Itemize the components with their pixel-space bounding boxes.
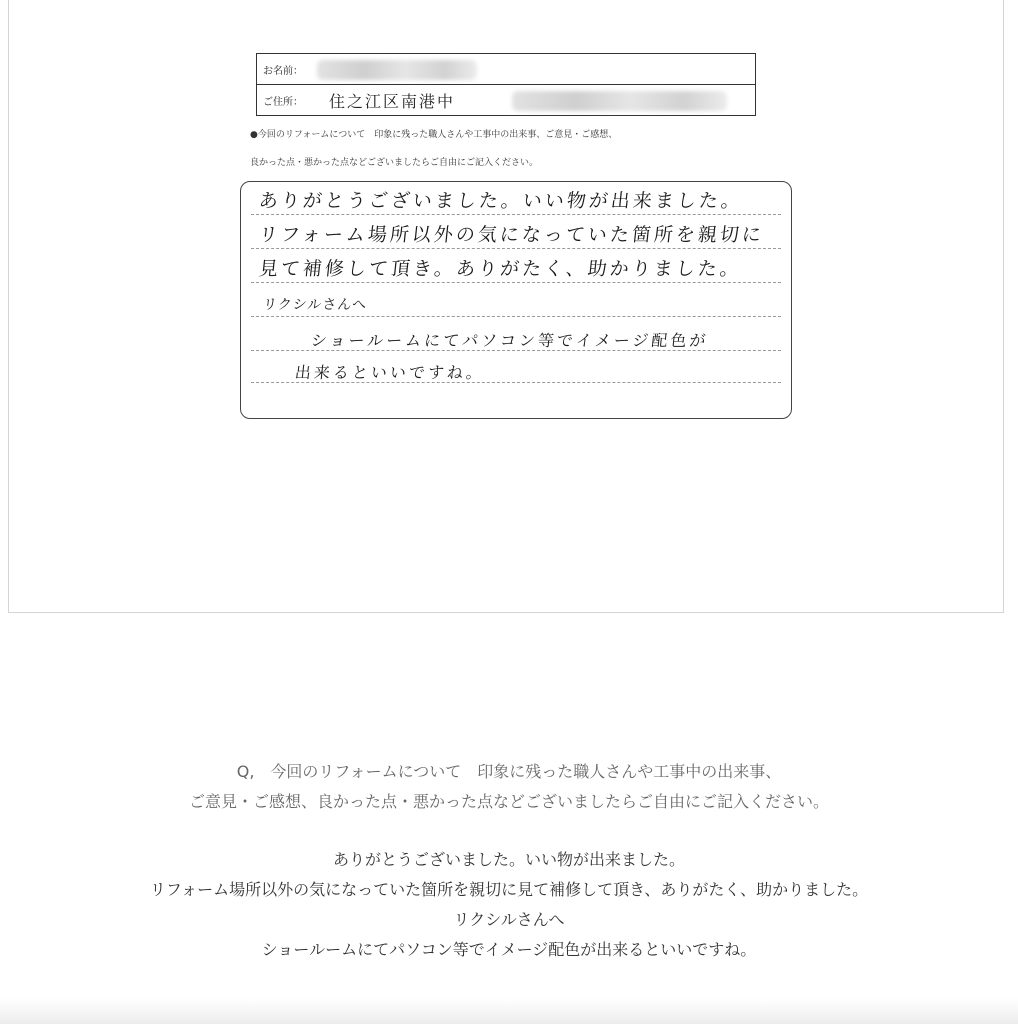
instruction-line-2: 良かった点・悪かった点などございましたらご自由にご記入ください。 xyxy=(250,158,539,168)
address-label: ご住所： xyxy=(263,97,303,108)
answer-text xyxy=(0,845,1018,965)
name-redaction xyxy=(317,60,477,80)
ruled-line xyxy=(251,282,781,283)
handwritten-line: ショールームにてパソコン等でイメージ配色が xyxy=(309,331,710,350)
name-field-row xyxy=(256,53,756,85)
answer-line-3: リクシルさんへ xyxy=(453,910,565,929)
instruction-line-1: ●今回のリフォームについて 印象に残った職人さんや工事中の出来事、ご意見・ご感想、 xyxy=(250,130,618,140)
comment-box xyxy=(240,181,792,419)
question-line-1: Q, 今回のリフォームについて 印象に残った職人さんや工事中の出来事、 xyxy=(236,762,782,781)
handwritten-line: 出来るといいですね。 xyxy=(293,363,486,382)
ruled-line xyxy=(251,248,781,249)
handwritten-line: リクシルさんへ xyxy=(262,297,368,313)
ruled-line xyxy=(251,214,781,215)
answer-line-4: ショールームにてパソコン等でイメージ配色が出来るといいですね。 xyxy=(261,940,757,959)
survey-scan-image xyxy=(8,0,1004,613)
address-field-row xyxy=(256,84,756,116)
handwritten-line: リフォーム場所以外の気になっていた箇所を親切に xyxy=(257,224,766,246)
address-redaction xyxy=(512,91,727,111)
answer-line-2: リフォーム場所以外の気になっていた箇所を親切に見て補修して頂き、ありがたく、助かりました。 xyxy=(149,880,869,899)
bottom-fade xyxy=(0,998,1018,1024)
ruled-line xyxy=(251,316,781,317)
handwritten-line: ありがとうございました。いい物が出来ました。 xyxy=(257,190,745,212)
question-line-2: ご意見・ご感想、良かった点・悪かった点などございましたらご自由にご記入ください。 xyxy=(188,792,829,811)
question-text xyxy=(0,757,1018,817)
address-handwritten: 住之江区南港中 xyxy=(329,92,456,111)
answer-line-1: ありがとうございました。いい物が出来ました。 xyxy=(332,850,685,869)
handwritten-line: 見て補修して頂き。ありがたく、助かりました。 xyxy=(257,258,743,280)
name-label: お名前： xyxy=(263,66,303,77)
survey-form xyxy=(234,47,799,427)
